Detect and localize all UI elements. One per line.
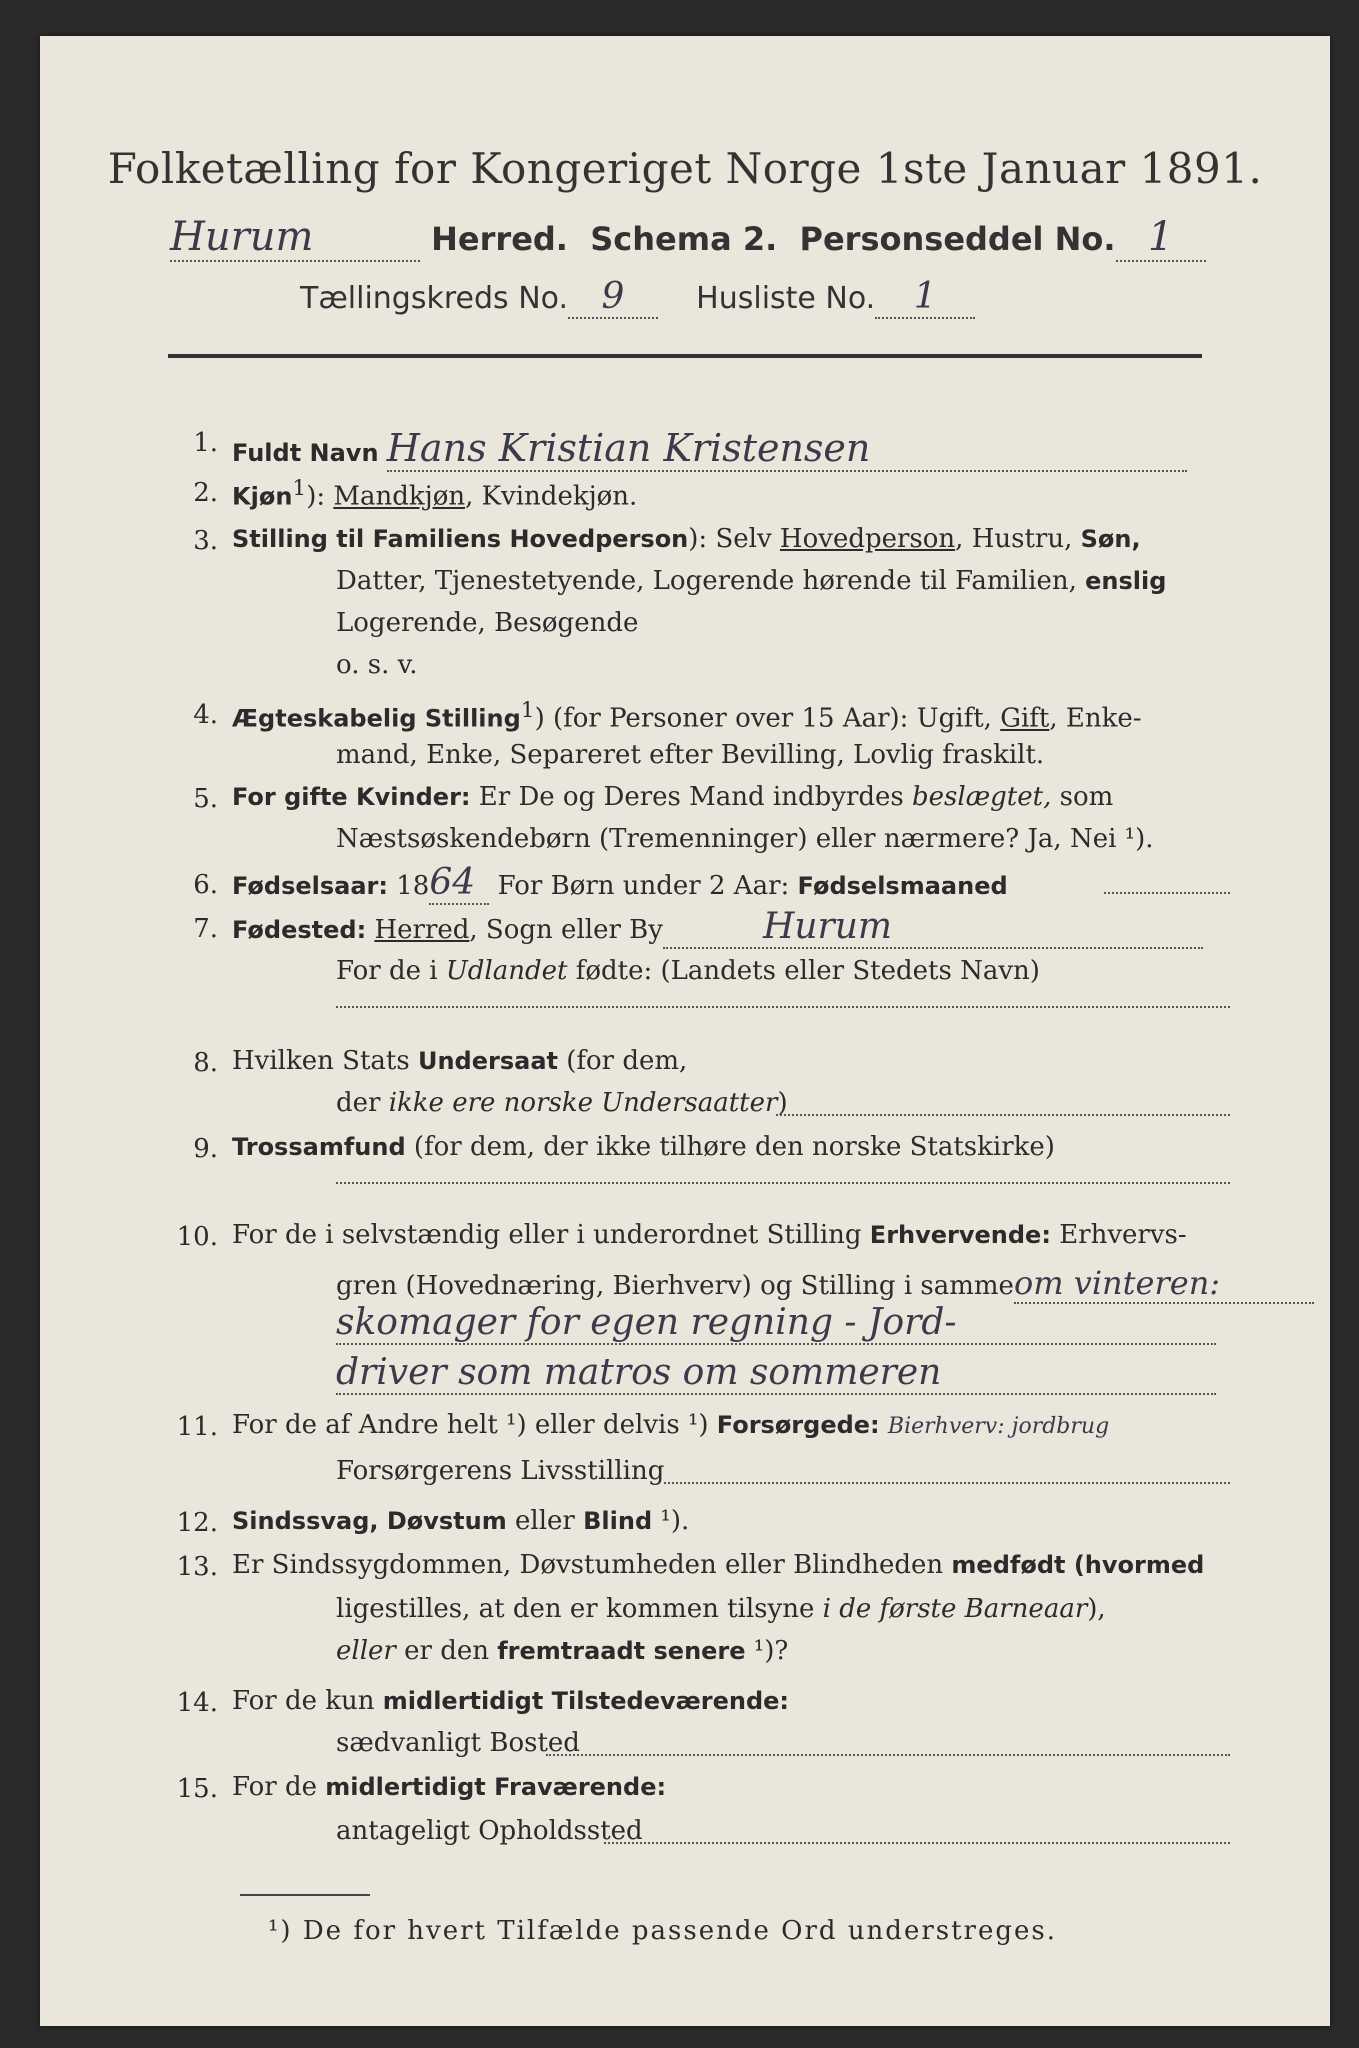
field-sex	[232, 476, 637, 512]
field-text: Hvilken Stats	[232, 1046, 418, 1076]
field-text: Søn,	[1080, 525, 1141, 553]
field-temporary-present	[232, 1686, 789, 1716]
field-label: medfødt	[951, 1551, 1066, 1579]
field-label: Trossamfund	[232, 1133, 406, 1161]
form-title: Folketælling for Kongeriget Norge 1ste Januar 1891.	[107, 144, 1263, 193]
field-text: er den	[395, 1636, 498, 1666]
kreds-line	[300, 276, 975, 319]
fill-line	[546, 1754, 1230, 1756]
field-text-line	[336, 1088, 788, 1118]
field-text: o. s. v.	[336, 650, 418, 680]
field-text: )	[777, 1088, 788, 1118]
personseddel-no: 1	[1116, 214, 1206, 262]
field-text: (for dem,	[557, 1046, 688, 1076]
field-text: mand, Enke, Separeret efter Bevilling, Lovlig fraskilt.	[336, 740, 1045, 770]
field-text: For de	[232, 1772, 326, 1802]
field-marital-status	[232, 698, 1142, 734]
field-number: 15.	[176, 1774, 218, 1804]
field-text: Datter, Tjenestetyende, Logerende hørende til Familien,	[336, 566, 1086, 596]
field-text: , Kvindekjøn.	[465, 481, 638, 512]
field-text: fødte: (Landets eller Stedets Navn)	[567, 956, 1040, 986]
fill-line	[776, 1114, 1230, 1116]
field-text: For de kun	[232, 1686, 383, 1716]
herred-line	[170, 214, 1206, 262]
footnote: ¹) De for hvert Tilfælde passende Ord understreges.	[268, 1916, 1058, 1946]
field-text: eller	[336, 1636, 396, 1666]
field-label: Stilling til Familiens Hovedperson	[232, 525, 689, 553]
field-text: , Sogn eller By	[469, 915, 663, 945]
field-text: Næstsøskendebørn (Tremenninger) eller nærmere? Ja, Nei ¹).	[336, 824, 1154, 854]
footnote-ref: 1	[292, 476, 307, 501]
field-text: 18	[388, 871, 430, 901]
field-temporary-absent	[232, 1772, 666, 1802]
field-label: midlertidigt Fraværende:	[325, 1773, 667, 1801]
field-family-position	[232, 524, 1141, 554]
field-label: Erhvervende:	[869, 1221, 1051, 1249]
husliste-no: 1	[875, 276, 975, 319]
field-number: 9.	[193, 1134, 218, 1164]
full-name-value: Hans Kristian Kristensen	[387, 426, 1187, 472]
fill-line	[336, 1182, 1230, 1184]
field-text: som	[1051, 782, 1114, 812]
field-number: 8.	[193, 1048, 218, 1078]
field-label: For gifte Kvinder:	[232, 783, 471, 811]
field-number: 11.	[176, 1412, 218, 1442]
field-text: For de i	[336, 956, 446, 986]
field-number: 6.	[193, 870, 218, 900]
field-text: der	[336, 1088, 389, 1118]
field-birth-year	[232, 862, 1008, 905]
personseddel-label: Personseddel No.	[799, 220, 1116, 258]
field-label: fremtraadt senere	[497, 1637, 746, 1665]
birth-year-value: 64	[429, 862, 489, 905]
field-text-line	[336, 1594, 1106, 1624]
field-text: ikke ere norske Undersaatter	[388, 1088, 778, 1118]
field-label: Fødselsmaaned	[797, 872, 1008, 900]
field-label: Fødselsaar:	[232, 872, 388, 900]
field-text: ): Selv	[688, 524, 780, 554]
field-text: Logerende, Besøgende	[336, 608, 639, 638]
field-label: Kjøn	[232, 482, 293, 511]
header-rule	[168, 354, 1202, 358]
field-married-women	[232, 782, 1113, 812]
field-text-line	[336, 1636, 788, 1666]
field-text: (hvormed	[1065, 1551, 1205, 1579]
field-text: Udlandet	[445, 956, 568, 986]
underlined-option: Gift	[1000, 703, 1050, 734]
field-religion	[232, 1132, 1055, 1162]
field-number: 4.	[193, 700, 218, 730]
underlined-option: Hovedperson	[779, 524, 956, 554]
field-text: (for dem, der ikke tilhøre den norske Statskirke)	[405, 1132, 1055, 1162]
footnote-ref: 1	[520, 698, 535, 723]
field-birthplace	[232, 906, 1203, 949]
field-label: Fødested:	[232, 916, 367, 944]
field-citizenship	[232, 1046, 687, 1076]
field-label: Fuldt Navn	[232, 439, 379, 467]
field-text: ligestilles, at den er kommen tilsyne	[336, 1594, 823, 1624]
field-number: 1.	[193, 428, 218, 458]
field-text: sædvanligt Bosted	[336, 1728, 580, 1758]
field-text: Forsørgerens Livsstilling	[336, 1456, 665, 1486]
field-supported	[232, 1410, 1109, 1440]
occupation-value-2: skomager for egen regning - Jord-	[336, 1302, 1216, 1345]
field-occupation	[232, 1220, 1187, 1250]
field-text: ),	[1087, 1594, 1106, 1624]
field-text: ) (for Personer over 15 Aar): Ugift,	[534, 703, 1001, 734]
field-text: Er Sindssygdommen, Døvstumheden eller Blindheden	[232, 1550, 952, 1580]
fill-line	[1104, 892, 1230, 894]
field-text: beslægtet,	[912, 782, 1052, 812]
field-text: eller	[506, 1506, 584, 1536]
field-label: Ægteskabelig Stilling	[232, 704, 521, 733]
underlined-option: Herred	[374, 915, 470, 945]
field-number: 7.	[193, 914, 218, 944]
field-text: i de første Barneaar	[822, 1594, 1088, 1624]
husliste-label: Husliste No.	[696, 281, 876, 316]
field-text: For Børn under 2 Aar:	[489, 871, 798, 901]
schema-label: Schema 2.	[590, 220, 778, 258]
kreds-label: Tællingskreds No.	[300, 281, 568, 316]
field-number: 12.	[176, 1508, 218, 1538]
fill-line	[336, 1006, 1230, 1008]
field-text: gren (Hovednæring, Bierhverv) og Stilling i samme	[336, 1271, 1014, 1301]
herred-name: Hurum	[170, 214, 420, 262]
footnote-rule	[240, 1894, 370, 1896]
field-text: For de i selvstændig eller i underordnet Stilling	[232, 1220, 870, 1250]
field-number: 2.	[193, 478, 218, 508]
herred-label: Herred.	[431, 220, 568, 258]
census-form-page	[40, 36, 1330, 2026]
birthplace-value: Hurum	[663, 906, 1203, 949]
occupation-value-3: driver som matros om sommeren	[336, 1352, 1216, 1395]
field-label: Forsørgede:	[716, 1411, 880, 1439]
occupation-value-1: om vinteren:	[1014, 1264, 1314, 1304]
underlined-option: Mandkjøn	[333, 481, 466, 512]
field-text: Erhvervs-	[1050, 1220, 1187, 1250]
field-number: 13.	[176, 1552, 218, 1582]
field-label: Blind	[583, 1507, 653, 1535]
field-text: ):	[306, 481, 334, 512]
fill-line	[664, 1482, 1230, 1484]
field-text: enslig	[1085, 567, 1167, 595]
field-text: , Enke-	[1049, 703, 1142, 734]
field-number: 5.	[193, 784, 218, 814]
field-number: 10.	[176, 1222, 218, 1252]
field-number: 14.	[176, 1688, 218, 1718]
field-text: Er De og Deres Mand indbyrdes	[470, 782, 913, 812]
fill-line	[604, 1842, 1230, 1844]
supported-value: Bierhverv: jordbrug	[887, 1414, 1110, 1439]
field-label: midlertidigt Tilstedeværende:	[382, 1687, 790, 1715]
field-number: 3.	[193, 526, 218, 556]
field-congenital	[232, 1550, 1204, 1580]
field-full-name	[232, 426, 1187, 472]
field-text-line	[336, 1264, 1314, 1304]
field-label: Undersaat	[417, 1047, 558, 1075]
field-text: For de af Andre helt ¹) eller delvis ¹)	[232, 1410, 717, 1440]
field-text: ¹).	[652, 1506, 690, 1536]
field-disability	[232, 1506, 689, 1536]
field-text-line	[336, 566, 1166, 596]
kreds-no: 9	[568, 276, 658, 319]
field-text-line	[336, 956, 1040, 986]
field-text: , Hustru,	[955, 524, 1081, 554]
field-label: Sindssvag, Døvstum	[232, 1507, 507, 1535]
field-text: antageligt Opholdssted	[336, 1816, 643, 1846]
field-text: ¹)?	[745, 1636, 789, 1666]
